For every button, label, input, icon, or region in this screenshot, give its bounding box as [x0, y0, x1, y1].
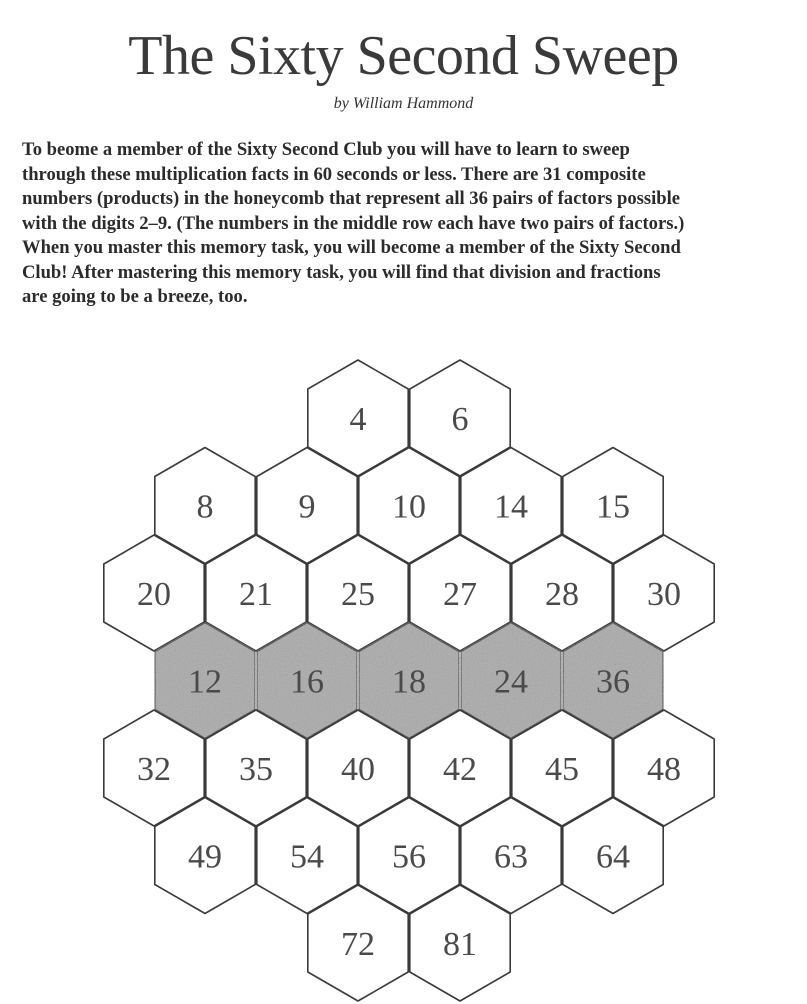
hex-number: 27 — [443, 576, 477, 613]
intro-line: through these multiplication facts in 60 seconds or less. There are 31 composite — [22, 163, 646, 185]
intro-line: numbers (products) in the honeycomb that represent all 36 pairs of factors possible — [22, 188, 681, 209]
hex-number: 21 — [239, 576, 273, 613]
hex-number: 45 — [545, 751, 579, 788]
hex-number: 36 — [596, 663, 630, 701]
hex-number: 30 — [647, 576, 681, 613]
hex-cells — [104, 360, 714, 1001]
intro-line: Club! After mastering this memory task, you will find that division and fractions — [22, 261, 661, 283]
hex-number: 81 — [443, 926, 477, 963]
hex-number: 42 — [443, 751, 477, 788]
hex-number: 28 — [545, 576, 579, 613]
hex-number: 64 — [596, 838, 630, 876]
hex-number: 10 — [392, 488, 426, 526]
hex-number: 8 — [196, 488, 214, 526]
hex-number: 25 — [341, 576, 375, 613]
hex-number: 35 — [239, 751, 273, 788]
hex-number: 40 — [341, 751, 375, 788]
intro-line: When you master this memory task, you will become a member of the Sixty Second — [22, 237, 681, 258]
hex-number: 18 — [392, 663, 426, 701]
hex-number: 49 — [188, 838, 222, 876]
hex-number: 48 — [647, 751, 681, 788]
hex-number: 72 — [341, 926, 375, 963]
hex-number: 32 — [137, 751, 171, 788]
hex-number: 6 — [451, 401, 469, 438]
hex-number: 14 — [494, 488, 528, 526]
hex-number: 16 — [290, 663, 324, 701]
intro-line: To beome a member of the Sixty Second Club you will have to learn to sweep — [22, 139, 630, 160]
intro-line: with the digits 2–9. (The numbers in the middle row each have two pairs of factors.) — [22, 212, 685, 234]
hex-number: 24 — [494, 663, 528, 701]
hex-number: 56 — [392, 838, 426, 876]
hex-number: 20 — [137, 576, 171, 613]
hex-number: 63 — [494, 838, 528, 876]
hex-number: 9 — [298, 488, 316, 526]
intro-line: are going to be a breeze, too. — [22, 286, 248, 307]
hex-number: 4 — [349, 401, 367, 438]
hex-number: 15 — [596, 488, 630, 526]
hex-number: 54 — [290, 838, 324, 876]
hex-number: 12 — [188, 663, 222, 701]
page-title: The Sixty Second Sweep — [128, 25, 679, 87]
author-byline: by William Hammond — [333, 95, 474, 112]
